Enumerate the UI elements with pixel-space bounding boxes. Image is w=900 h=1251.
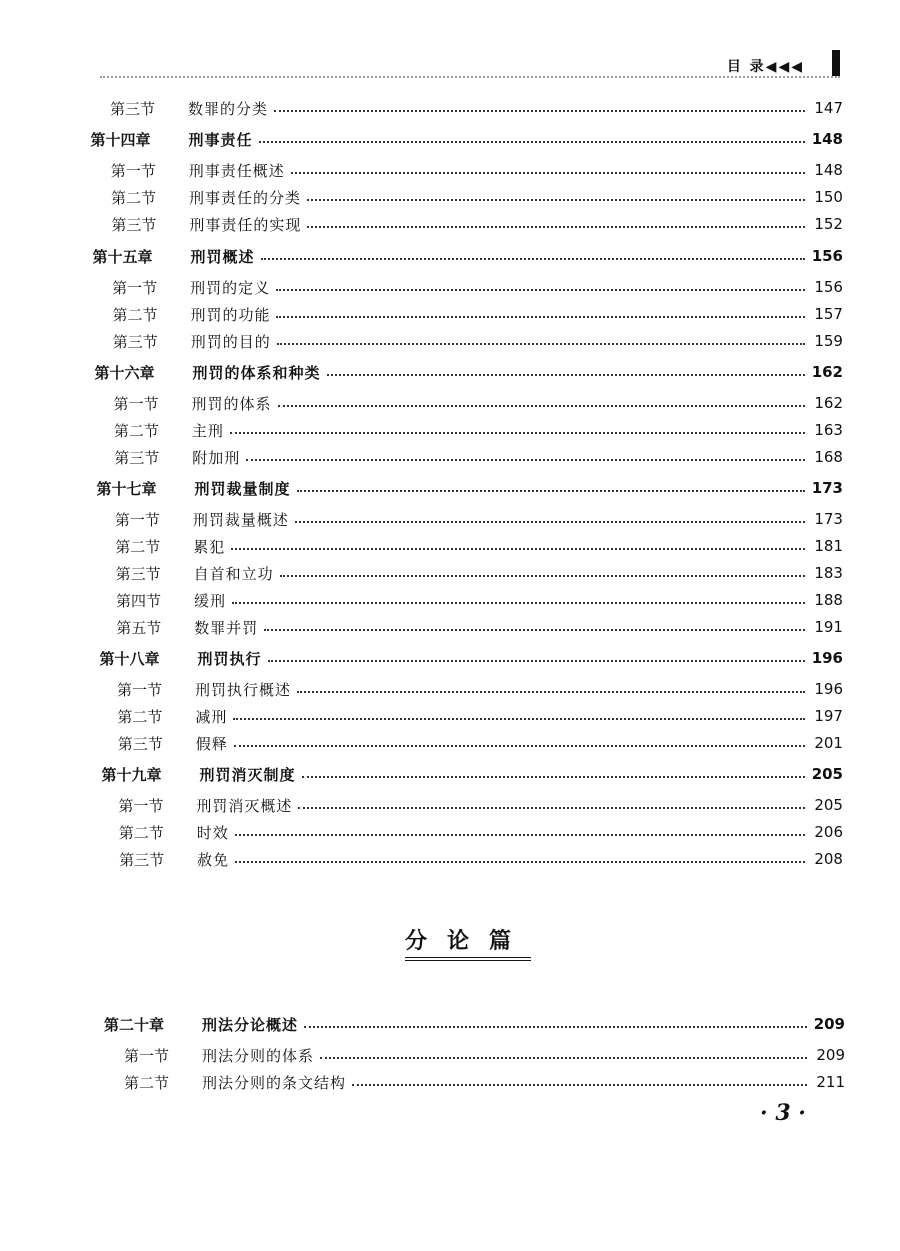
dot-leader (259, 139, 805, 143)
toc-entry-number: 第一节 (113, 394, 159, 413)
dot-leader (302, 774, 805, 778)
toc-entry-title: 刑事责任 (188, 130, 253, 149)
toc-entry-title: 附加刑 (192, 448, 241, 467)
toc-entry-number: 第三节 (119, 850, 165, 869)
toc-entry-title: 刑罚的定义 (190, 278, 271, 297)
toc-entry-page: 147 (814, 99, 843, 117)
dot-leader (231, 546, 805, 550)
part-heading: 分论篇 (405, 924, 531, 961)
toc-entry-page: 201 (814, 734, 843, 752)
toc-entry-page: 209 (816, 1046, 845, 1064)
toc-entry-number: 第一节 (114, 510, 160, 529)
toc-section-entry[interactable] (114, 445, 843, 469)
toc-entry-number: 第一节 (118, 796, 164, 815)
toc-entry-number: 第三节 (114, 448, 160, 467)
toc-entry-title: 刑罚执行概述 (195, 680, 292, 699)
toc-entry-number: 第三节 (110, 99, 156, 118)
toc-entry-number: 第一节 (117, 680, 163, 699)
toc-section-entry[interactable] (111, 158, 843, 182)
dot-leader (291, 170, 805, 174)
page-number: · 3 · (760, 1100, 806, 1126)
toc-entry-page: 183 (814, 564, 843, 582)
dot-leader (235, 859, 805, 863)
toc-entry-title: 时效 (196, 823, 229, 842)
toc-entry-page: 181 (814, 537, 843, 555)
toc-entry-page: 148 (814, 161, 843, 179)
toc-entry-number: 第二十章 (104, 1015, 165, 1034)
dot-leader (233, 716, 805, 720)
header-bar-mark (832, 50, 840, 76)
toc-entry-number: 第四节 (115, 591, 161, 610)
dot-leader (327, 372, 805, 376)
dot-leader (280, 573, 805, 577)
toc-entry-title: 自首和立功 (193, 564, 274, 583)
toc-entry-title: 刑罚的功能 (190, 305, 271, 324)
toc-section-entry[interactable] (111, 212, 843, 236)
toc-entry-page: 173 (811, 479, 843, 497)
toc-chapter-entry[interactable] (93, 244, 844, 268)
toc-entry-page: 163 (814, 421, 843, 439)
running-header-title: 目 录◀◀◀ (726, 59, 804, 75)
toc-entry-page: 205 (811, 765, 843, 783)
toc-section-entry[interactable] (116, 615, 843, 639)
toc-entry-page: 156 (811, 247, 843, 265)
toc-entry-title: 赦免 (197, 850, 230, 869)
toc-entry-page: 168 (814, 448, 843, 466)
toc-section-entry[interactable] (115, 507, 843, 531)
toc-section-entry[interactable] (117, 704, 843, 728)
dot-leader (261, 256, 805, 260)
toc-entry-number: 第十五章 (92, 247, 153, 266)
toc-chapter-entry[interactable] (102, 762, 844, 786)
running-header (100, 50, 840, 78)
toc-entry-title: 数罪并罚 (194, 618, 259, 637)
toc-entry-page: 205 (814, 796, 843, 814)
dot-leader (264, 627, 805, 631)
toc-entry-number: 第二节 (118, 823, 164, 842)
dot-leader (352, 1082, 807, 1086)
toc-section-entry[interactable] (124, 1070, 845, 1094)
toc-entry-title: 减刑 (195, 707, 228, 726)
dot-leader (307, 197, 805, 201)
dot-leader (298, 805, 805, 809)
dot-leader (276, 314, 805, 318)
toc-chapter-entry[interactable] (91, 127, 844, 151)
toc-entry-title: 刑法分则的条文结构 (202, 1073, 347, 1092)
toc-entry-title: 刑罚裁量制度 (194, 479, 291, 498)
toc-entry-title: 刑罚消灭概述 (196, 796, 293, 815)
toc-entry-page: 173 (814, 510, 843, 528)
dot-leader (246, 457, 805, 461)
toc-entry-number: 第一节 (112, 278, 158, 297)
dot-leader (297, 689, 805, 693)
toc-entry-number: 第三节 (112, 332, 158, 351)
toc-chapter-entry[interactable] (100, 646, 844, 670)
toc-section-entry[interactable] (112, 302, 843, 326)
toc-entry-page: 208 (814, 850, 843, 868)
toc-section-entry[interactable] (117, 677, 843, 701)
toc-section-entry[interactable] (118, 731, 843, 755)
toc-entry-page: 162 (811, 363, 843, 381)
toc-section-entry[interactable] (114, 391, 844, 415)
toc-entry-page: 159 (814, 332, 843, 350)
toc-entry-number: 第五节 (116, 618, 162, 637)
toc-entry-number: 第十七章 (96, 479, 157, 498)
toc-entry-title: 累犯 (193, 537, 226, 556)
dot-leader (304, 1024, 807, 1028)
toc-entry-title: 数罪的分类 (188, 99, 269, 118)
toc-section-entry[interactable] (116, 561, 843, 585)
dot-leader (234, 743, 805, 747)
toc-entry-number: 第二节 (113, 421, 159, 440)
toc-entry-page: 156 (814, 278, 843, 296)
toc-section-entry[interactable] (119, 820, 843, 844)
dot-leader (295, 519, 805, 523)
dot-leader (307, 224, 805, 228)
toc-entry-number: 第二节 (124, 1073, 170, 1092)
toc-entry-title: 刑罚消灭制度 (199, 765, 296, 784)
toc-section-entry[interactable] (124, 1043, 845, 1067)
toc-section-entry[interactable] (112, 275, 843, 299)
toc-entry-title: 缓刑 (193, 591, 226, 610)
toc-entry-title: 主刑 (191, 421, 224, 440)
toc-entry-page: 211 (816, 1073, 845, 1091)
toc-entry-title: 刑罚的体系 (191, 394, 272, 413)
toc-entry-title: 刑罚概述 (190, 247, 255, 266)
dot-leader (274, 108, 805, 112)
toc-section-entry[interactable] (111, 185, 843, 209)
toc-entry-number: 第一节 (110, 161, 156, 180)
toc-entry-title: 刑事责任的实现 (189, 215, 302, 234)
toc-chapter-entry[interactable] (95, 360, 844, 384)
toc-entry-title: 刑罚裁量概述 (192, 510, 289, 529)
toc-entry-number: 第十九章 (101, 765, 162, 784)
toc-entry-page: 196 (811, 649, 843, 667)
toc-entry-number: 第二节 (112, 305, 158, 324)
toc-entry-page: 196 (814, 680, 843, 698)
toc-entry-number: 第十六章 (94, 363, 155, 382)
toc-entry-title: 刑罚执行 (197, 649, 262, 668)
toc-entry-page: 148 (811, 130, 843, 148)
toc-entry-number: 第二节 (117, 707, 163, 726)
toc-entry-title: 刑法分则的体系 (202, 1046, 315, 1065)
toc-entry-title: 刑事责任的分类 (189, 188, 302, 207)
toc-entry-page: 197 (814, 707, 843, 725)
toc-entry-title: 刑事责任概述 (188, 161, 285, 180)
toc-entry-title: 刑罚的目的 (190, 332, 271, 351)
toc-entry-page: 209 (813, 1015, 845, 1033)
toc-entry-number: 第三节 (111, 215, 157, 234)
dot-leader (235, 832, 805, 836)
toc-section-entry[interactable] (114, 418, 843, 442)
toc-section-entry[interactable] (119, 847, 843, 871)
toc-section-entry[interactable] (116, 588, 843, 612)
dot-leader (268, 658, 805, 662)
dot-leader (277, 341, 805, 345)
toc-entry-number: 第二节 (111, 188, 157, 207)
toc-entry-page: 191 (814, 618, 843, 636)
toc-section-entry[interactable] (113, 329, 843, 353)
toc-entry-number: 第一节 (124, 1046, 170, 1065)
toc-entry-number: 第三节 (115, 564, 161, 583)
toc-entry-title: 刑法分论概述 (202, 1015, 299, 1034)
toc-entry-number: 第二节 (115, 537, 161, 556)
toc-entry-number: 第十八章 (99, 649, 160, 668)
dot-leader (297, 488, 805, 492)
toc-entry-number: 第十四章 (90, 130, 151, 149)
dot-leader (276, 287, 805, 291)
toc-entry-number: 第三节 (117, 734, 163, 753)
toc-chapter-entry[interactable] (97, 476, 844, 500)
toc-entry-title: 假释 (195, 734, 228, 753)
toc-section-entry[interactable] (118, 793, 843, 817)
toc-entry-page: 152 (814, 215, 843, 233)
toc-section-entry[interactable] (115, 534, 843, 558)
toc-chapter-entry[interactable] (104, 1012, 845, 1036)
toc-entry-page: 206 (814, 823, 843, 841)
dot-leader (320, 1055, 807, 1059)
toc-entry-page: 157 (814, 305, 843, 323)
dot-leader (278, 403, 805, 407)
toc-entry-page: 188 (814, 591, 843, 609)
dot-leader (230, 430, 805, 434)
toc-entry-title: 刑罚的体系和种类 (192, 363, 321, 382)
toc-section-entry[interactable] (110, 96, 843, 120)
toc-entry-page: 150 (814, 188, 843, 206)
toc-entry-page: 162 (814, 394, 843, 412)
dot-leader (232, 600, 805, 604)
